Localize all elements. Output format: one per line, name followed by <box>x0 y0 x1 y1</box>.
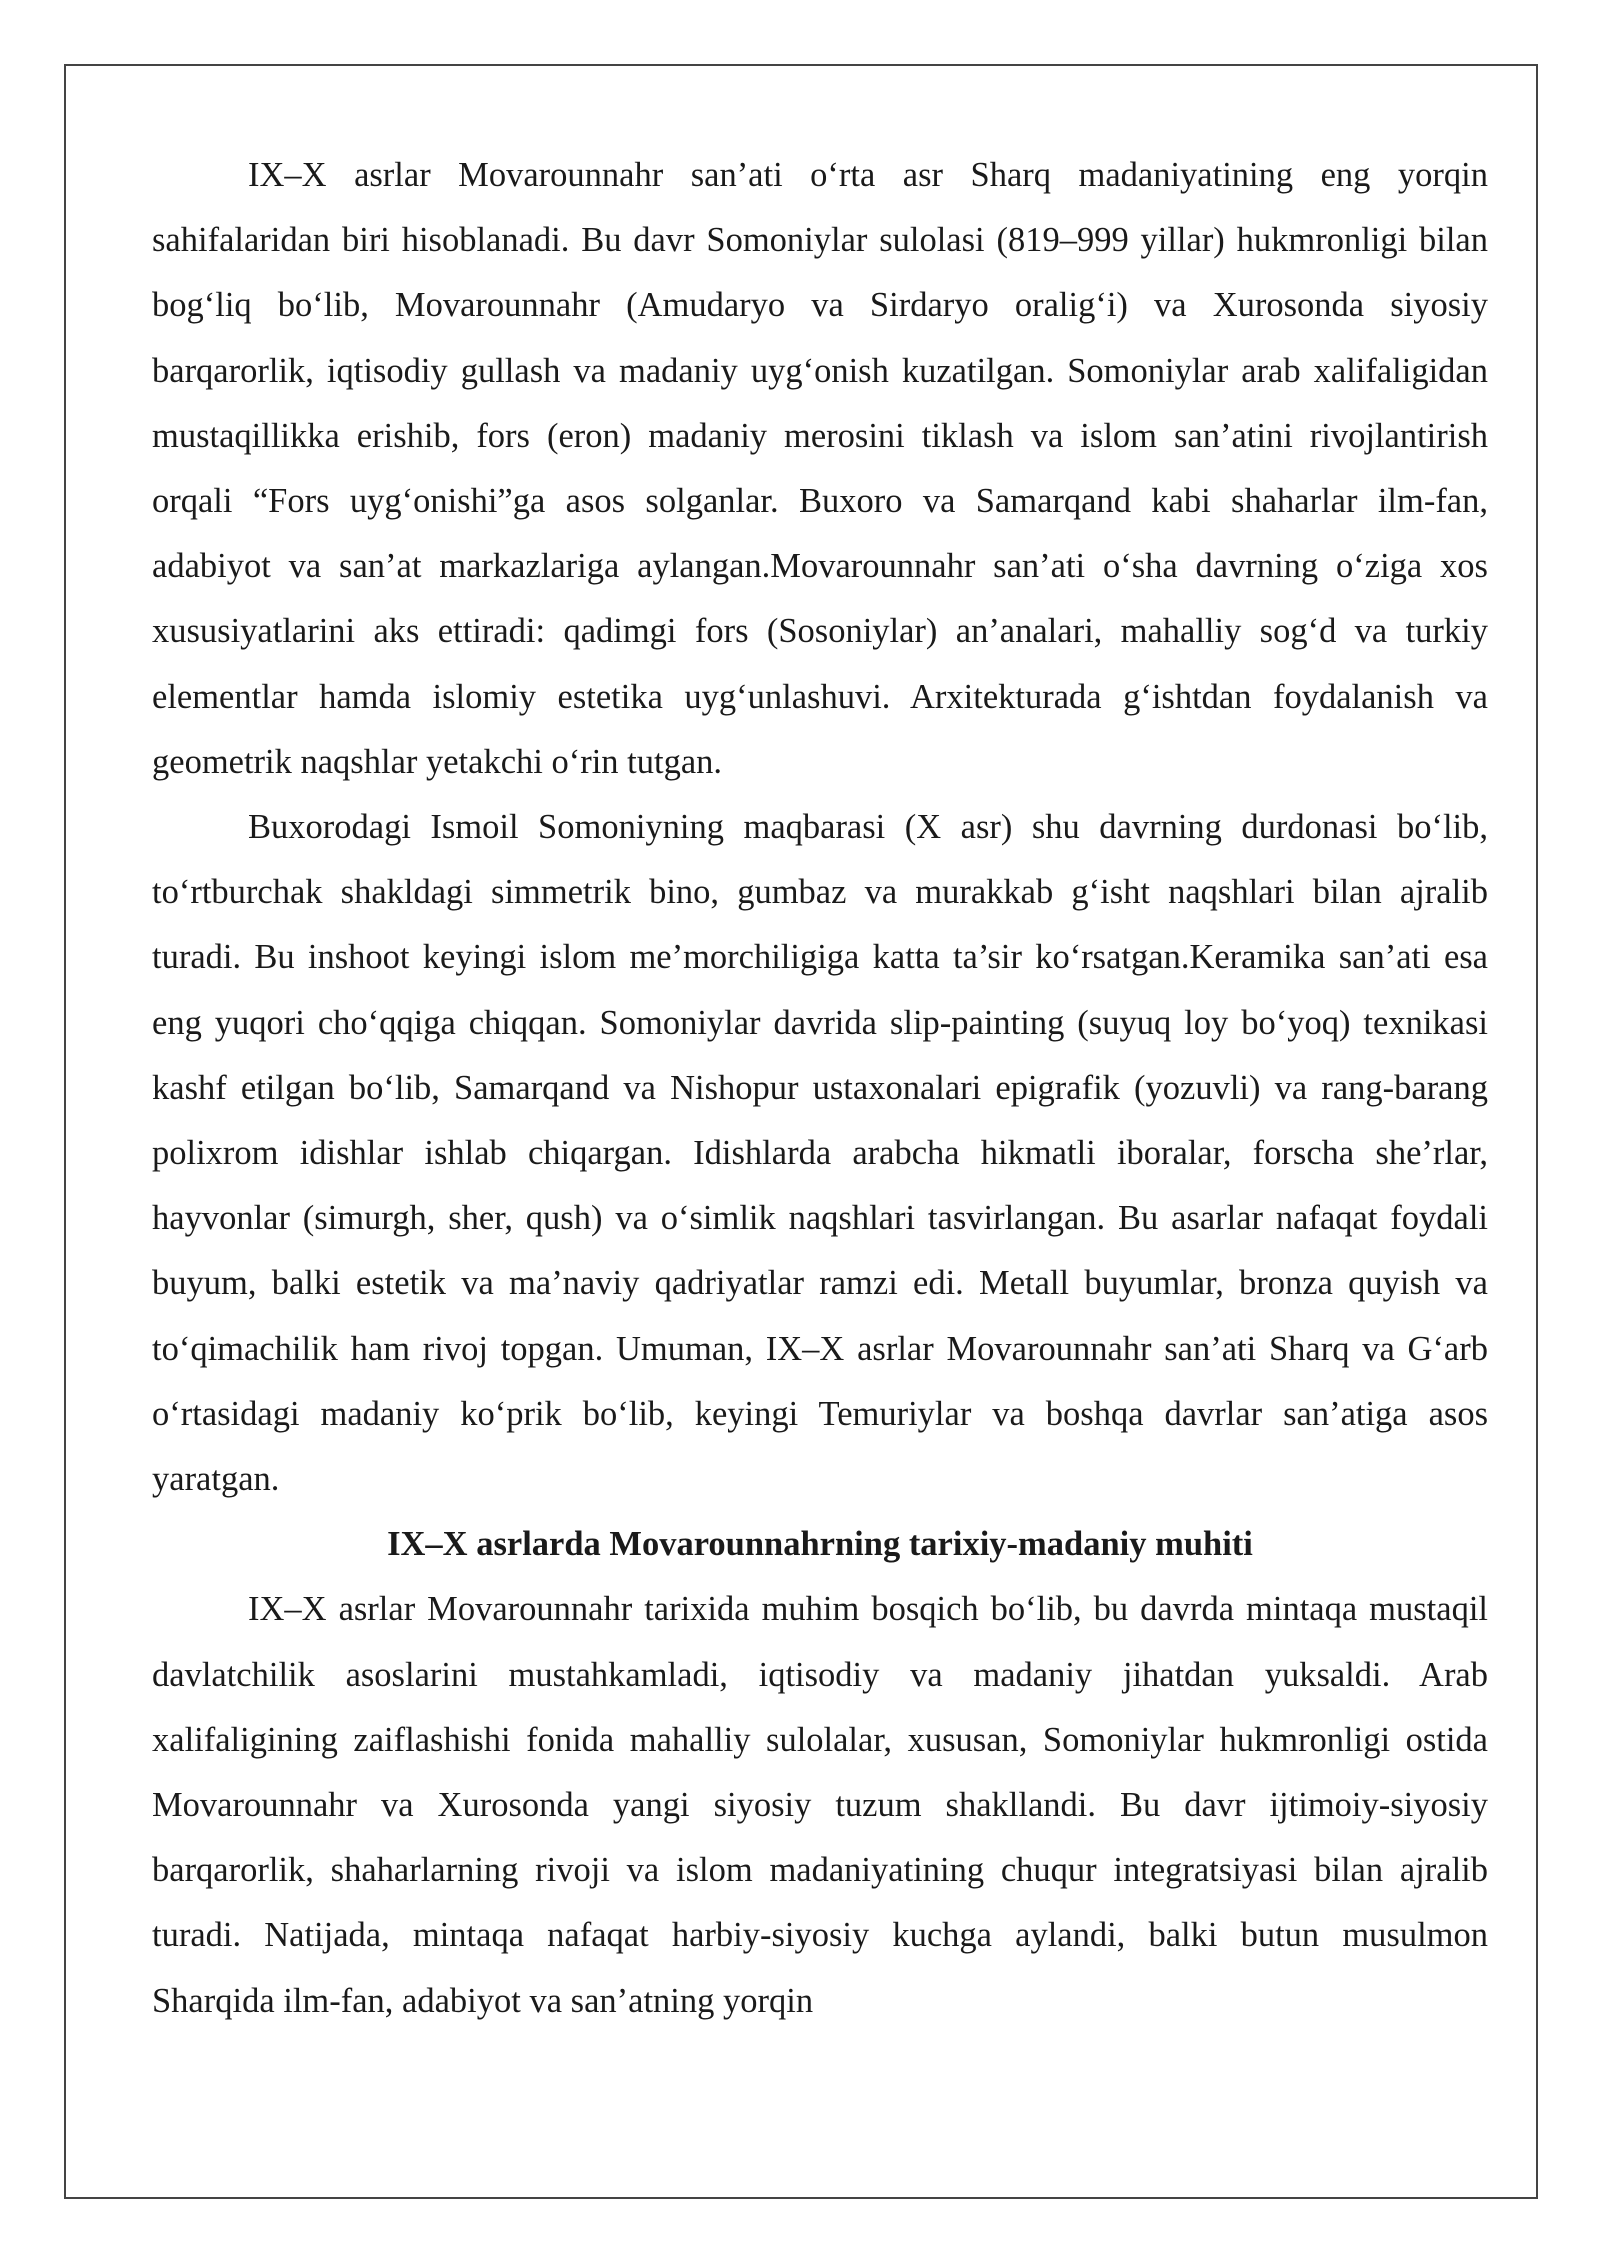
paragraph-1: IX–X asrlar Movarounnahr san’ati o‘rta asr Sharq madaniyatining eng yorqin sahifalaridan biri hisoblanadi. Bu davr Somoniylar sulolasi (819–999 yillar) hukmronligi bilan bog‘liq bo‘lib, Movarounnahr (Amudaryo va Sirdaryo oralig‘i) va Xurosonda siyosiy barqarorlik, iqtisodiy gullash va madaniy uyg‘onish kuzatilgan. Somoniylar arab xalifaligidan mustaqillikka erishib, fors (eron) madaniy merosini tiklash va islom san’atini rivojlantirish orqali “Fors uyg‘onishi”ga asos solganlar. Buxoro va Samarqand kabi shaharlar ilm-fan, adabiyot va san’at markazlariga aylangan.Movarounnahr san’ati o‘sha davrning o‘ziga xos xususiyatlarini aks ettiradi: qadimgi fors (Sosoniylar) an’analari, mahalliy sog‘d va turkiy elementlar hamda islomiy estetika uyg‘unlashuvi. Arxitekturada g‘ishtdan foydalanish va geometrik naqshlar yetakchi o‘rin tutgan. <box>152 156 1488 781</box>
paragraph-2: Buxorodagi Ismoil Somoniyning maqbarasi (X asr) shu davrning durdonasi bo‘lib, to‘rtburchak shakldagi simmetrik bino, gumbaz va murakkab g‘isht naqshlari bilan ajralib turadi. Bu inshoot keyingi islom me’morchiligiga katta ta’sir ko‘rsatgan.Keramika san’ati esa eng yuqori cho‘qqiga chiqqan. Somoniylar davrida slip-painting (suyuq loy bo‘yoq) texnikasi kashf etilgan bo‘lib, Samarqand va Nishopur ustaxonalari epigrafik (yozuvli) va rang-barang polixrom idishlar ishlab chiqargan. Idishlarda arabcha hikmatli iboralar, forscha she’rlar, hayvonlar (simurgh, sher, qush) va o‘simlik naqshlari tasvirlangan. Bu asarlar nafaqat foydali buyum, balki estetik va ma’naviy qadriyatlar ramzi edi. Metall buyumlar, bronza quyish va to‘qimachilik ham rivoj topgan. Umuman, IX–X asrlar Movarounnahr san’ati Sharq va G‘arb o‘rtasidagi madaniy ko‘prik bo‘lib, keyingi Temuriylar va boshqa davrlar san’atiga asos yaratgan. <box>152 808 1488 1499</box>
section-heading: IX–X asrlarda Movarounnahrning tarixiy-madaniy muhiti <box>387 1525 1253 1564</box>
document-body <box>152 143 1488 2034</box>
paragraph-3: IX–X asrlar Movarounnahr tarixida muhim bosqich bo‘lib, bu davrda mintaqa mustaqil davlatchilik asoslarini mustahkamladi, iqtisodiy va madaniy jihatdan yuksaldi. Arab xalifaligining zaiflashishi fonida mahalliy sulolalar, xususan, Somoniylar hukmronligi ostida Movarounnahr va Xurosonda yangi siyosiy tuzum shakllandi. Bu davr ijtimoiy-siyosiy barqarorlik, shaharlarning rivoji va islom madaniyatining chuqur integratsiyasi bilan ajralib turadi. Natijada, mintaqa nafaqat harbiy-siyosiy kuchga aylandi, balki butun musulmon Sharqida ilm-fan, adabiyot va san’atning yorqin <box>152 1590 1488 2020</box>
